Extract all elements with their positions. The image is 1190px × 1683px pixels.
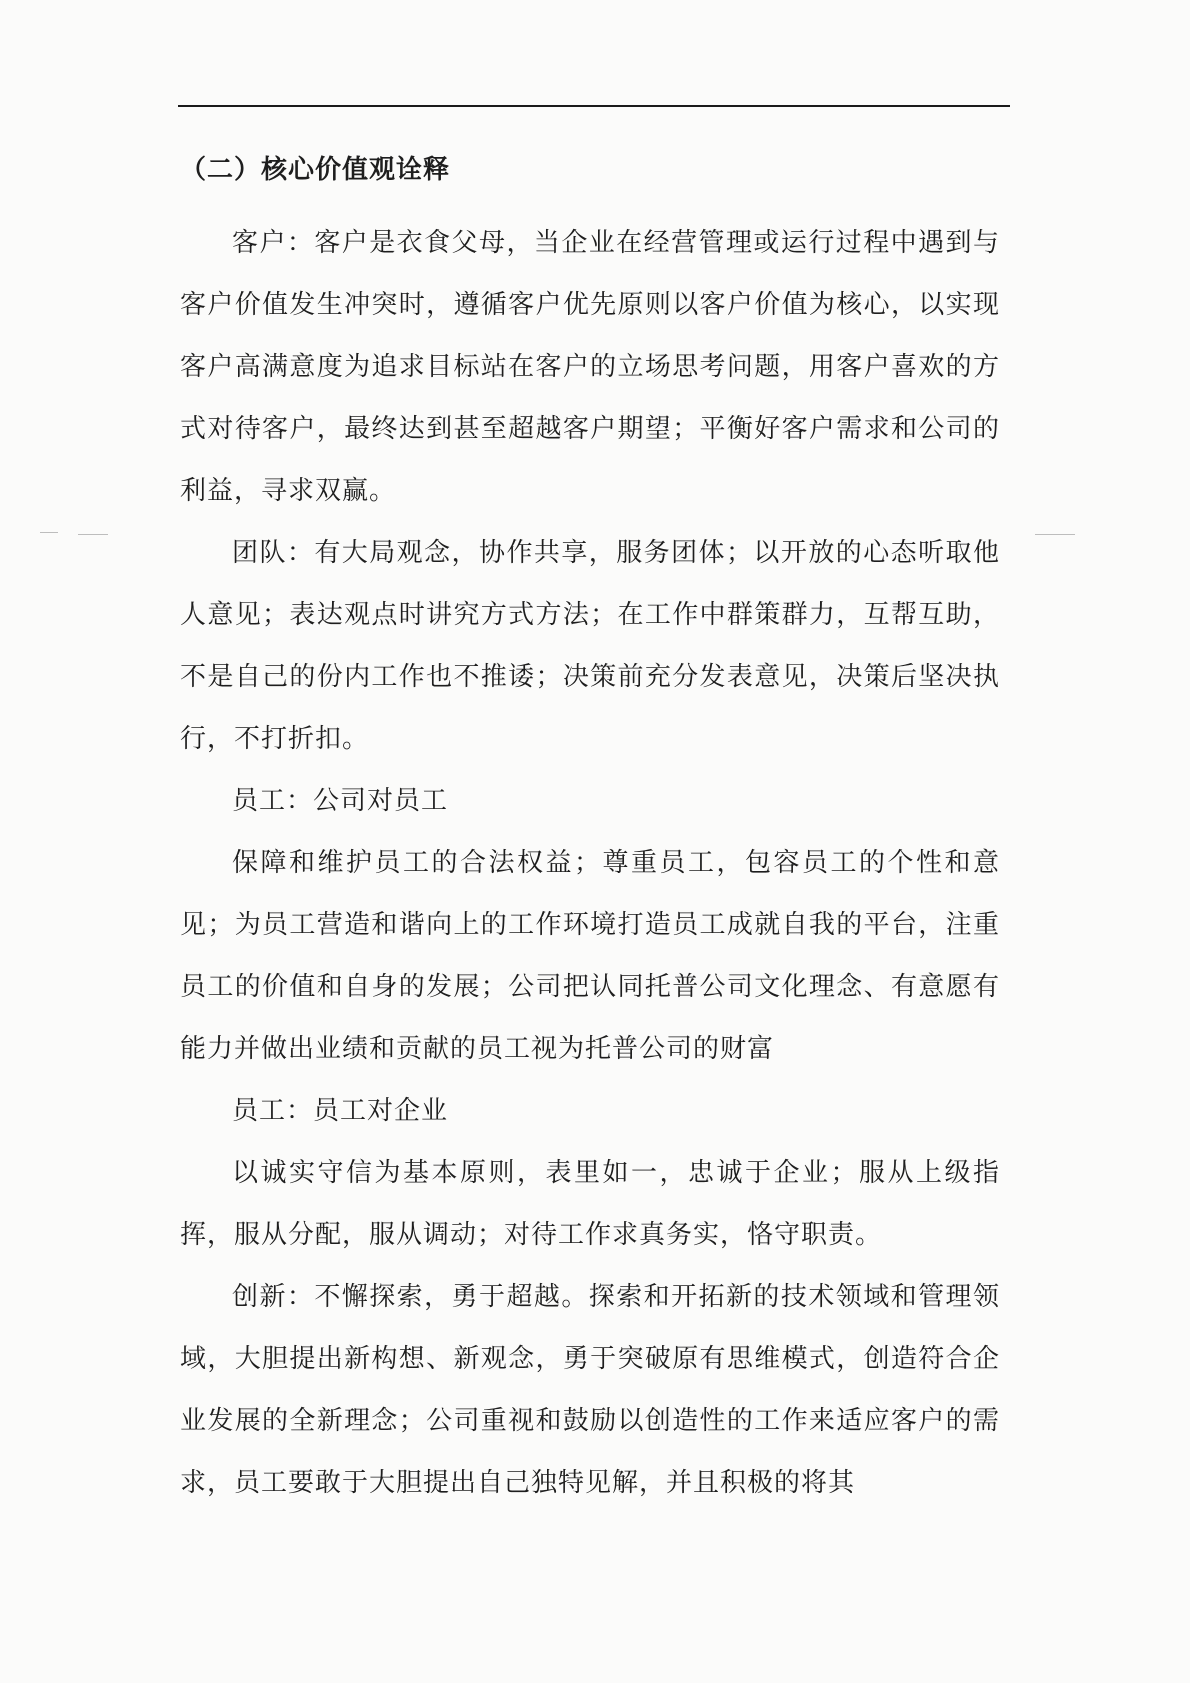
paragraph-employee-enterprise-title: 员工：员工对企业: [232, 1096, 449, 1126]
header-rule: [178, 105, 1010, 107]
scan-artifact: [78, 534, 108, 535]
scan-artifact: [1035, 534, 1075, 535]
paragraph-customer: 客户：客户是衣食父母，当企业在经营管理或运行过程中遇到与客户价值发生冲突时，遵循客户优先原则以客户价值为核心，以实现客户高满意度为追求目标站在客户的立场思考问题，用客户喜欢的方式对待客户，最终达到甚至超越客户期望；平衡好客户需求和公司的利益，寻求双赢。: [180, 228, 1000, 506]
paragraph-employee-enterprise: 以诚实守信为基本原则，表里如一，忠诚于企业；服从上级指挥，服从分配，服从调动；对待工作求真务实，恪守职责。: [180, 1158, 1000, 1250]
paragraph-team: 团队：有大局观念，协作共享，服务团体；以开放的心态听取他人意见；表达观点时讲究方式方法；在工作中群策群力，互帮互助，不是自己的份内工作也不推诿；决策前充分发表意见，决策后坚决执行，不打折扣。: [180, 538, 1000, 754]
document-body: [180, 150, 1000, 1514]
paragraph-innovation: 创新：不懈探索，勇于超越。探索和开拓新的技术领域和管理领域，大胆提出新构想、新观念，勇于突破原有思维模式，创造符合企业发展的全新理念；公司重视和鼓励以创造性的工作来适应客户的需求，员工要敢于大胆提出自己独特见解，并且积极的将其: [180, 1282, 1000, 1498]
paragraph-employee-company: 保障和维护员工的合法权益；尊重员工，包容员工的个性和意见；为员工营造和谐向上的工作环境打造员工成就自我的平台，注重员工的价值和自身的发展；公司把认同托普公司文化理念、有意愿有能力并做出业绩和贡献的员工视为托普公司的财富: [180, 848, 1000, 1064]
paragraph-employee-company-title: 员工：公司对员工: [232, 786, 449, 816]
scan-artifact: [40, 532, 58, 533]
section-heading: （二）核心价值观诠释: [180, 155, 451, 185]
